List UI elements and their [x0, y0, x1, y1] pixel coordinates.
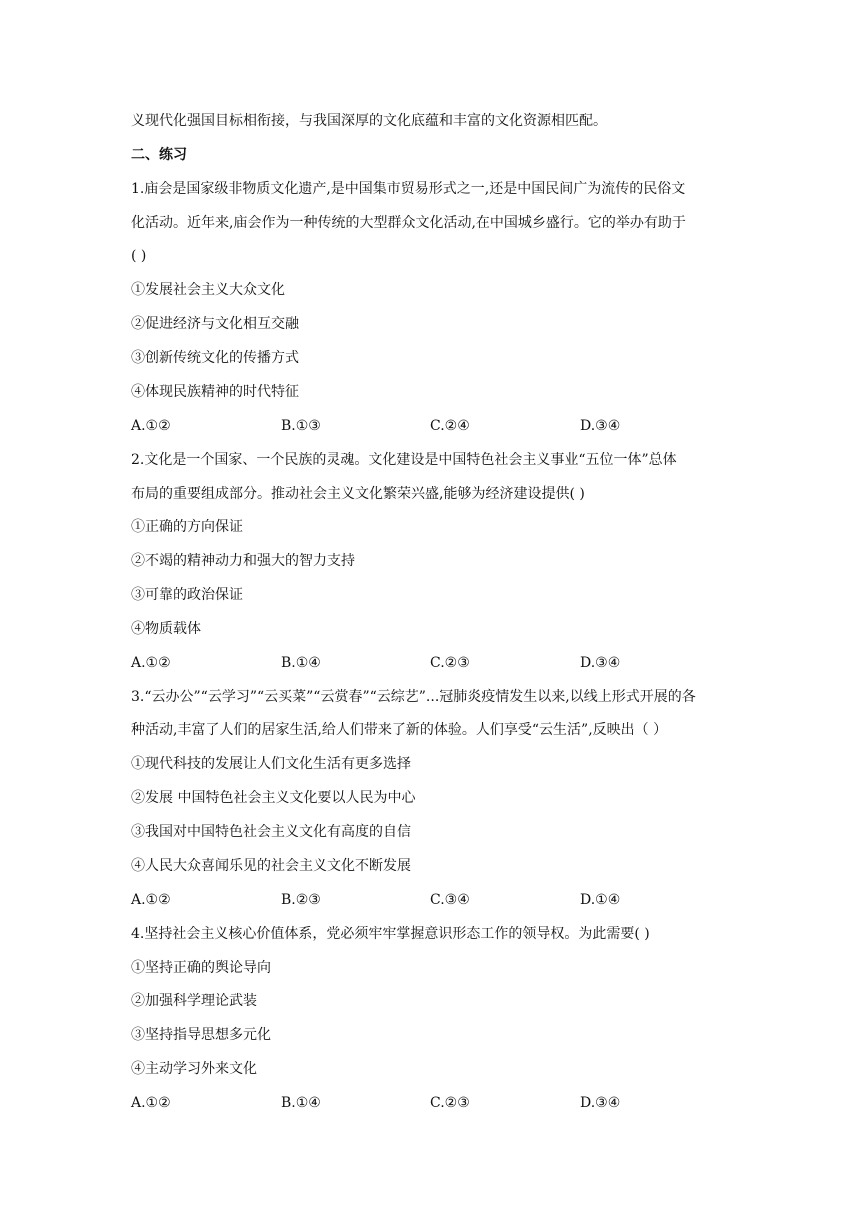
statement-item: ③坚持指导思想多元化 [131, 1027, 271, 1043]
question-stem-line: 布局的重要组成部分。推动社会主义文化繁荣兴盛,能够为经济建设提供( ) [131, 486, 585, 502]
statement-item: ④物质载体 [131, 621, 201, 637]
statement-item: ①发展社会主义大众文化 [131, 282, 285, 298]
choice-a: A.①② [131, 418, 171, 434]
choice-b: B.①④ [281, 655, 321, 671]
statement-item: ①正确的方向保证 [131, 519, 243, 535]
intro-paragraph-tail: 义现代化强国目标相衔接，与我国深厚的文化底蕴和丰富的文化资源相匹配。 [131, 113, 607, 129]
statement-item: ②发展 中国特色社会主义文化要以人民为中心 [131, 790, 416, 806]
question-stem-line: 4.坚持社会主义核心价值体系，党必须牢牢掌握意识形态工作的领导权。为此需要( ) [131, 926, 650, 942]
question-stem-line: 3.“云办公”“云学习”“云买菜”“云赏春”“云综艺”...冠肺炎疫情发生以来,以线上形式开展的各 [131, 689, 696, 705]
choice-a: A.①② [131, 1095, 171, 1111]
choice-c: C.②③ [430, 1095, 470, 1111]
choice-d: D.③④ [580, 655, 621, 671]
statement-item: ②加强科学理论武装 [131, 993, 257, 1009]
statement-item: ①坚持正确的舆论导向 [131, 960, 271, 976]
choice-a: A.①② [131, 892, 171, 908]
choice-b: B.②③ [281, 892, 321, 908]
question-stem-line: 1.庙会是国家级非物质文化遗产,是中国集市贸易形式之一,还是中国民间广为流传的民俗文 [131, 181, 686, 197]
answer-blank: ( ) [131, 248, 147, 264]
choice-c: C.③④ [430, 892, 470, 908]
question-stem-line: 化活动。近年来,庙会作为一种传统的大型群众文化活动,在中国城乡盛行。它的举办有助于 [131, 215, 686, 231]
statement-item: ③创新传统文化的传播方式 [131, 350, 299, 366]
choice-d: D.③④ [580, 418, 621, 434]
choice-c: C.②④ [430, 418, 470, 434]
choice-d: D.①④ [580, 892, 621, 908]
statement-item: ④体现民族精神的时代特征 [131, 384, 299, 400]
statement-item: ①现代科技的发展让人们文化生活有更多选择 [131, 756, 411, 772]
statement-item: ④人民大众喜闻乐见的社会主义文化不断发展 [131, 858, 411, 874]
statement-item: ③可靠的政治保证 [131, 587, 243, 603]
choice-d: D.③④ [580, 1095, 621, 1111]
question-stem-line: 种活动,丰富了人们的居家生活,给人们带来了新的体验。人们享受“云生活”,反映出（ ） [131, 722, 668, 738]
choice-a: A.①② [131, 655, 171, 671]
statement-item: ②促进经济与文化相互交融 [131, 316, 299, 332]
section-title: 二、练习 [131, 147, 187, 163]
statement-item: ④主动学习外来文化 [131, 1061, 257, 1077]
choice-b: B.①④ [281, 1095, 321, 1111]
question-stem-line: 2.文化是一个国家、一个民族的灵魂。文化建设是中国特色社会主义事业“五位一体”总体 [131, 452, 677, 468]
choice-b: B.①③ [281, 418, 321, 434]
statement-item: ③我国对中国特色社会主义文化有高度的自信 [131, 824, 411, 840]
choice-c: C.②③ [430, 655, 470, 671]
statement-item: ②不竭的精神动力和强大的智力支持 [131, 553, 355, 569]
